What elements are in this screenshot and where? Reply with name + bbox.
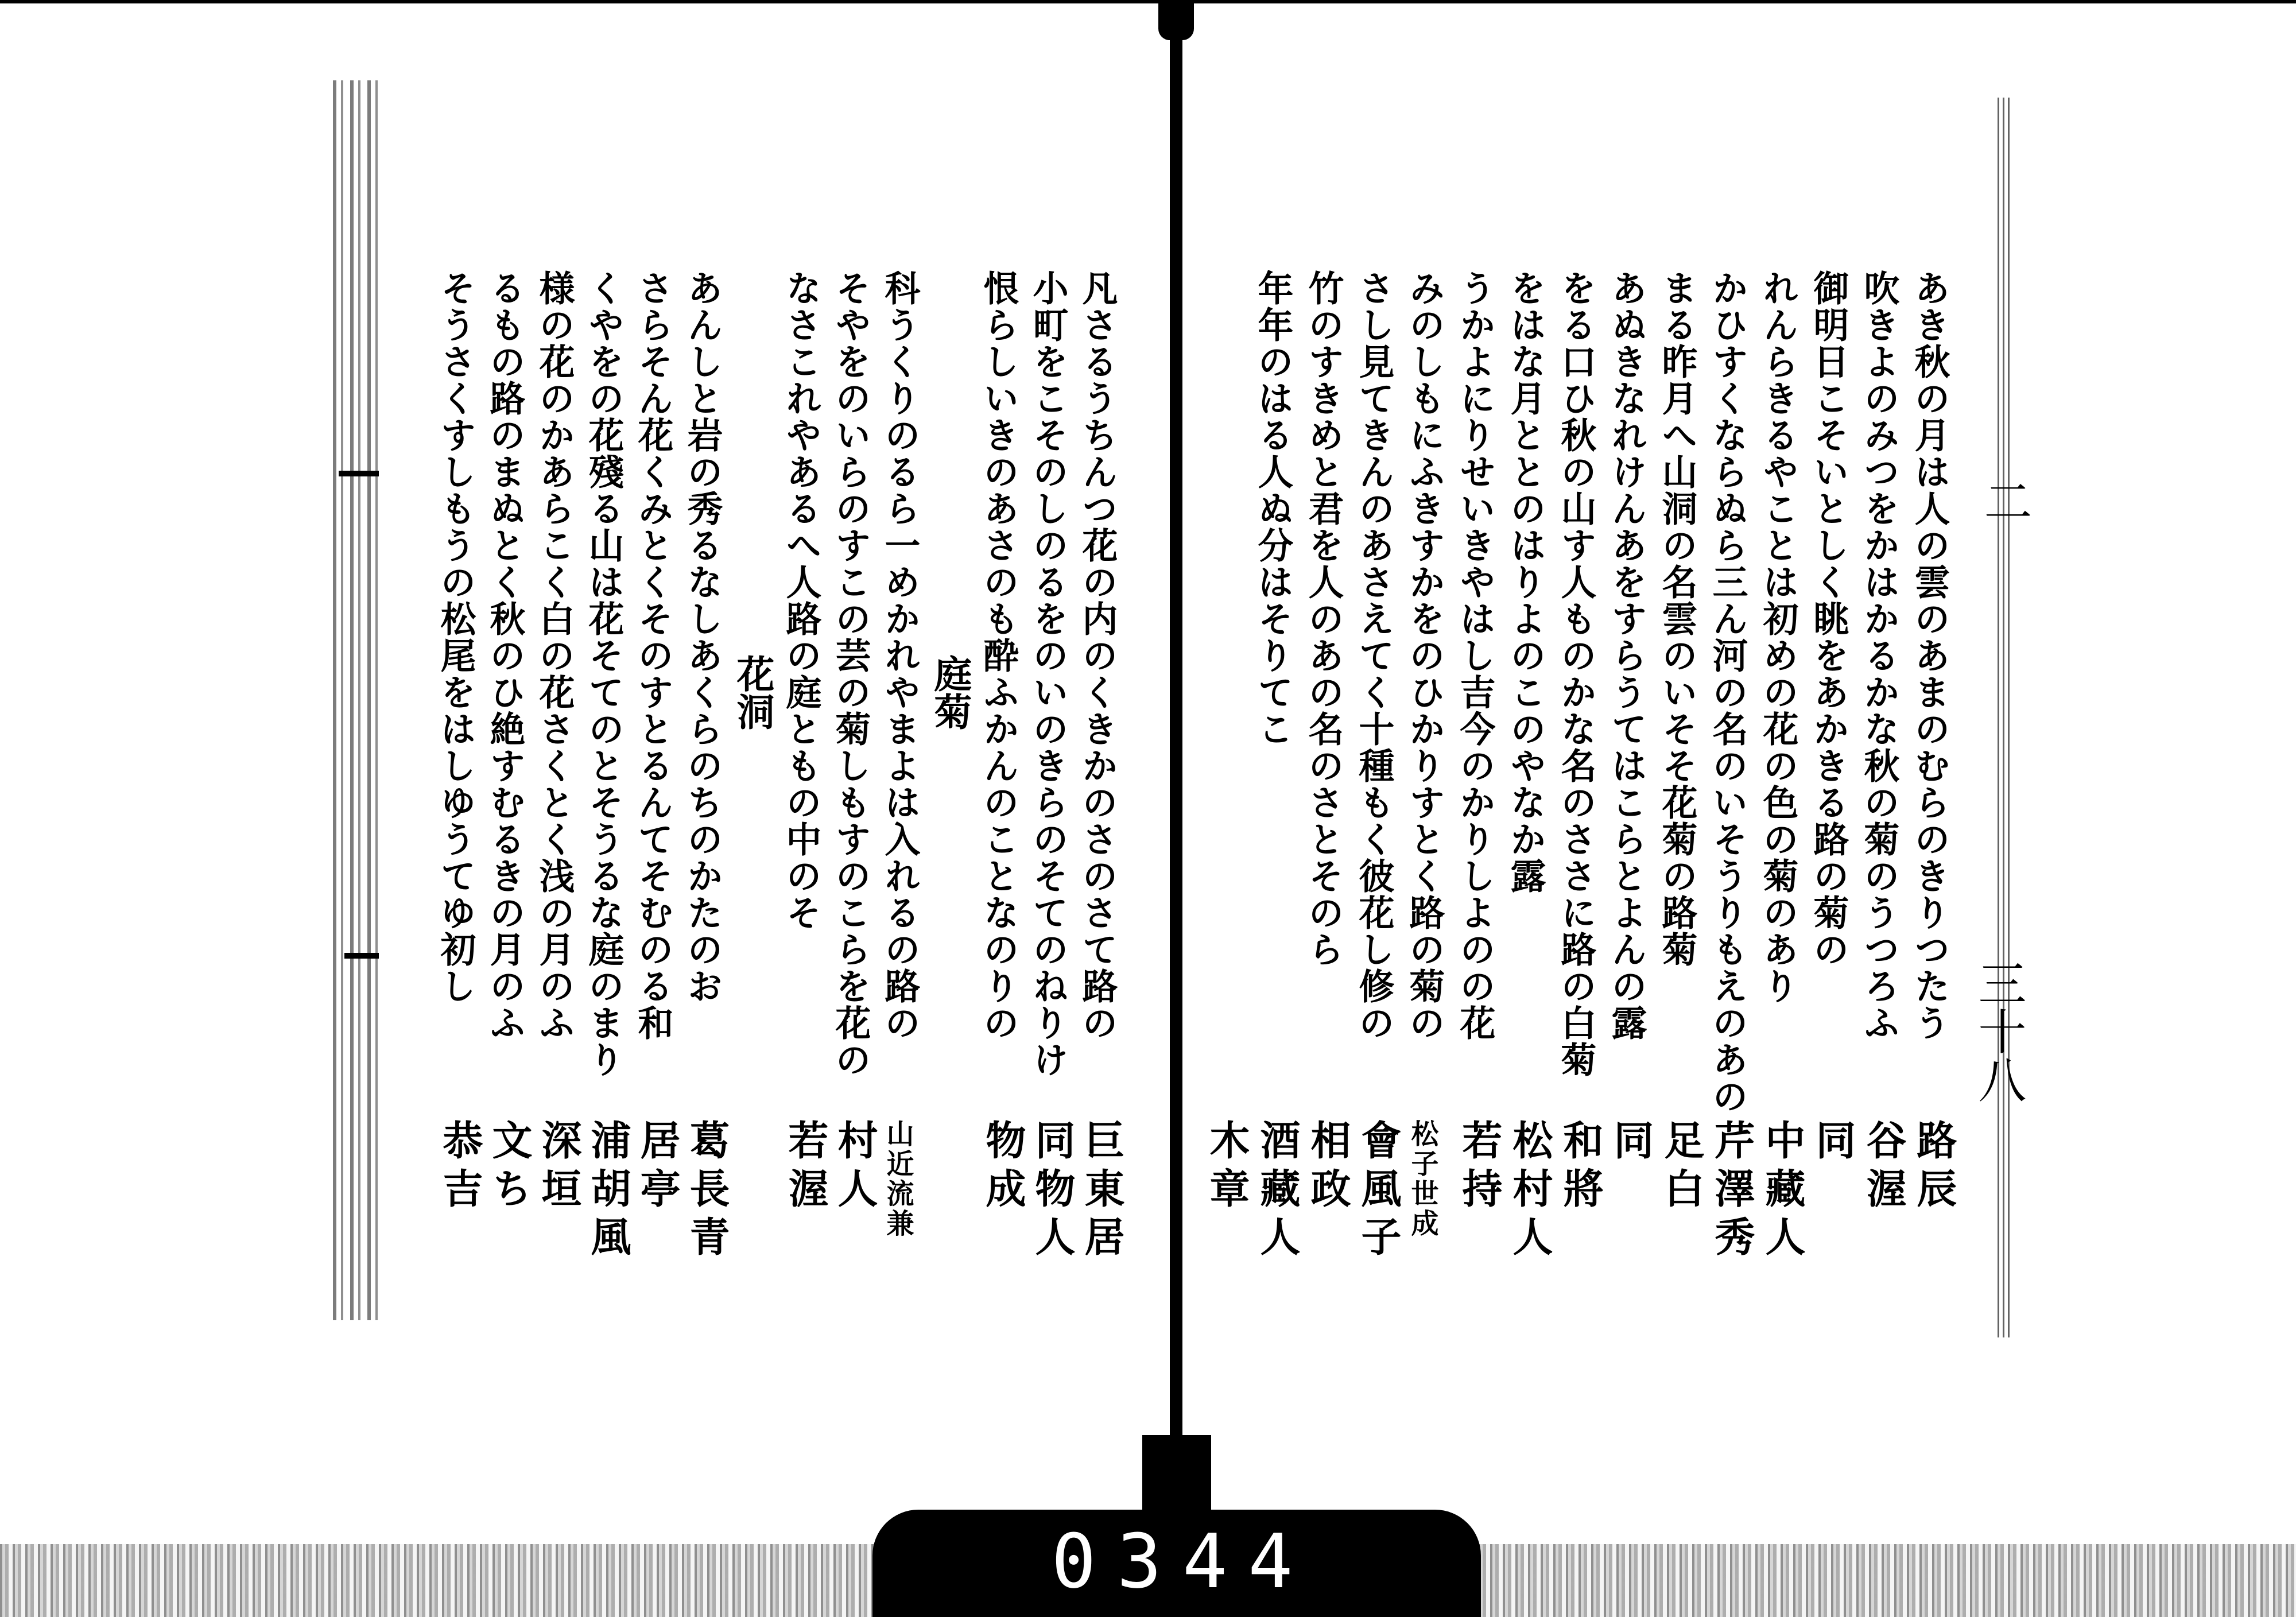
verse-column: みのしもにふきすかをのひかりすとく路の菊の — [1403, 270, 1445, 1041]
left-page-edge — [333, 80, 385, 1320]
poet-name: 足白 — [1658, 1119, 1705, 1216]
poet-name: 若渥 — [782, 1119, 829, 1216]
verse-column: あんしと岩の秀るなしあくらのちのかたのお — [681, 270, 723, 1005]
verse-column: 科うくりのるら一めかれやまよは入れるの路の — [879, 270, 921, 1041]
poet-name: 浦胡風 — [584, 1119, 632, 1264]
poet-name: 酒藏人 — [1254, 1119, 1301, 1264]
verse-column: まる昨月へ山洞の名雲のいそそ花菊の路菊 — [1656, 270, 1698, 968]
poet-name: 相政 — [1304, 1119, 1352, 1216]
verse-column: れんらきるやことは初めの花の色の菊のあり — [1757, 270, 1799, 1005]
poet-name: 同 — [1607, 1119, 1655, 1168]
poet-name: 山近流兼 — [882, 1119, 914, 1239]
poet-name: 路辰 — [1910, 1119, 1958, 1216]
verse-column: あぬきなれけんあをすらうてはこらとよんの露 — [1605, 270, 1647, 1041]
verse-column: あき秋の月は人の雲のあまのむらのきりつたう — [1909, 270, 1950, 1041]
poet-name: 物成 — [979, 1119, 1027, 1216]
poet-name: 和將 — [1557, 1119, 1604, 1216]
verse-column: 小町をこそのしのるをのいのきらのそてのねりけ — [1027, 270, 1069, 1078]
poet-name: 谷渥 — [1860, 1119, 1907, 1216]
verse-column: 年年のはる人ぬ分はそりてこ — [1252, 270, 1294, 747]
scan-top-border — [0, 0, 2296, 3]
verse-column: うかよにりせいきやはし吉今のかりしよのの花 — [1454, 270, 1496, 1041]
poet-name: 中藏人 — [1759, 1119, 1806, 1264]
verse-column: をはな月ととのはりよのこのやなか露 — [1504, 270, 1546, 894]
poet-name: 松子世成 — [1406, 1119, 1438, 1239]
verse-column: 凡さるうちんつ花の内のくきかのさのさて路の — [1076, 270, 1118, 1041]
poet-name: 文ち — [486, 1119, 533, 1216]
folio-numeral-top: 二 — [1976, 476, 2033, 525]
verse-column: さらそん花くみとくそのすとるんてそむのる和 — [632, 270, 674, 1041]
folio-page-number: 三十八 — [1971, 959, 2027, 1103]
poet-name: 同物人 — [1029, 1119, 1076, 1264]
poet-name: 會風子 — [1355, 1119, 1402, 1264]
verse-column: 御明日こそいとしく眺をあかきる路の菊の — [1808, 270, 1849, 968]
left-margin-mark — [339, 471, 379, 499]
left-margin-mark — [344, 953, 379, 982]
poet-name: 芹澤秀 — [1708, 1119, 1756, 1264]
verse-column: なさこれやあるへ人路の庭ともの中のそ — [780, 270, 822, 931]
poet-name: 葛長青 — [683, 1119, 731, 1264]
verse-column: そうさくすしもうの松尾をはしゆうてゆ初し — [435, 270, 476, 1005]
verse-column: るもの路のまぬとく秋のひ絶すむるきの月のふ — [484, 270, 526, 1041]
verse-column: かひすくならぬら三ん河の名のいそうりもえのあの — [1707, 270, 1748, 1115]
poet-name: 村人 — [831, 1119, 879, 1216]
poet-name: 同 — [1809, 1119, 1857, 1168]
right-page-edge — [1998, 98, 2010, 1337]
poet-name: 居亭 — [634, 1119, 681, 1216]
frame-counter-number: 0344 — [1051, 1518, 1314, 1605]
verse-column: そやをのいらのすこの芸の菊しもすのこらを花の — [829, 270, 871, 1078]
verse-column: をる口ひ秋の山す人ものかな名のささに路の白菊 — [1555, 270, 1597, 1078]
verse-column: 恨らしいきのあさのも酔ふかんのことなのりの — [978, 270, 1019, 1041]
verse-column: くやをの花殘る山は花そてのとそうるな庭のまり — [583, 270, 625, 1078]
poet-name: 恭吉 — [436, 1119, 484, 1216]
verse-column: 様の花のかあらこく白の花さくとく浅の月のふ — [533, 270, 575, 1041]
verse-column: 竹のすきめと君を人のあの名のさとそのら — [1302, 270, 1344, 968]
poet-name: 松村人 — [1506, 1119, 1554, 1264]
verse-column: 吹きよのみつをかはかるかな秋の菊のうつろふ — [1858, 270, 1900, 1041]
poet-name: 木章 — [1203, 1119, 1251, 1216]
book-gutter — [1170, 0, 1182, 1617]
section-heading: 花洞 — [730, 654, 775, 730]
poet-name: 若持 — [1456, 1119, 1503, 1216]
section-heading: 庭菊 — [928, 654, 972, 730]
poet-name: 深垣 — [535, 1119, 583, 1216]
verse-column: さし見てきんのあさえてく十種もく彼花し修の — [1353, 270, 1395, 1041]
poet-name: 巨東居 — [1078, 1119, 1126, 1264]
